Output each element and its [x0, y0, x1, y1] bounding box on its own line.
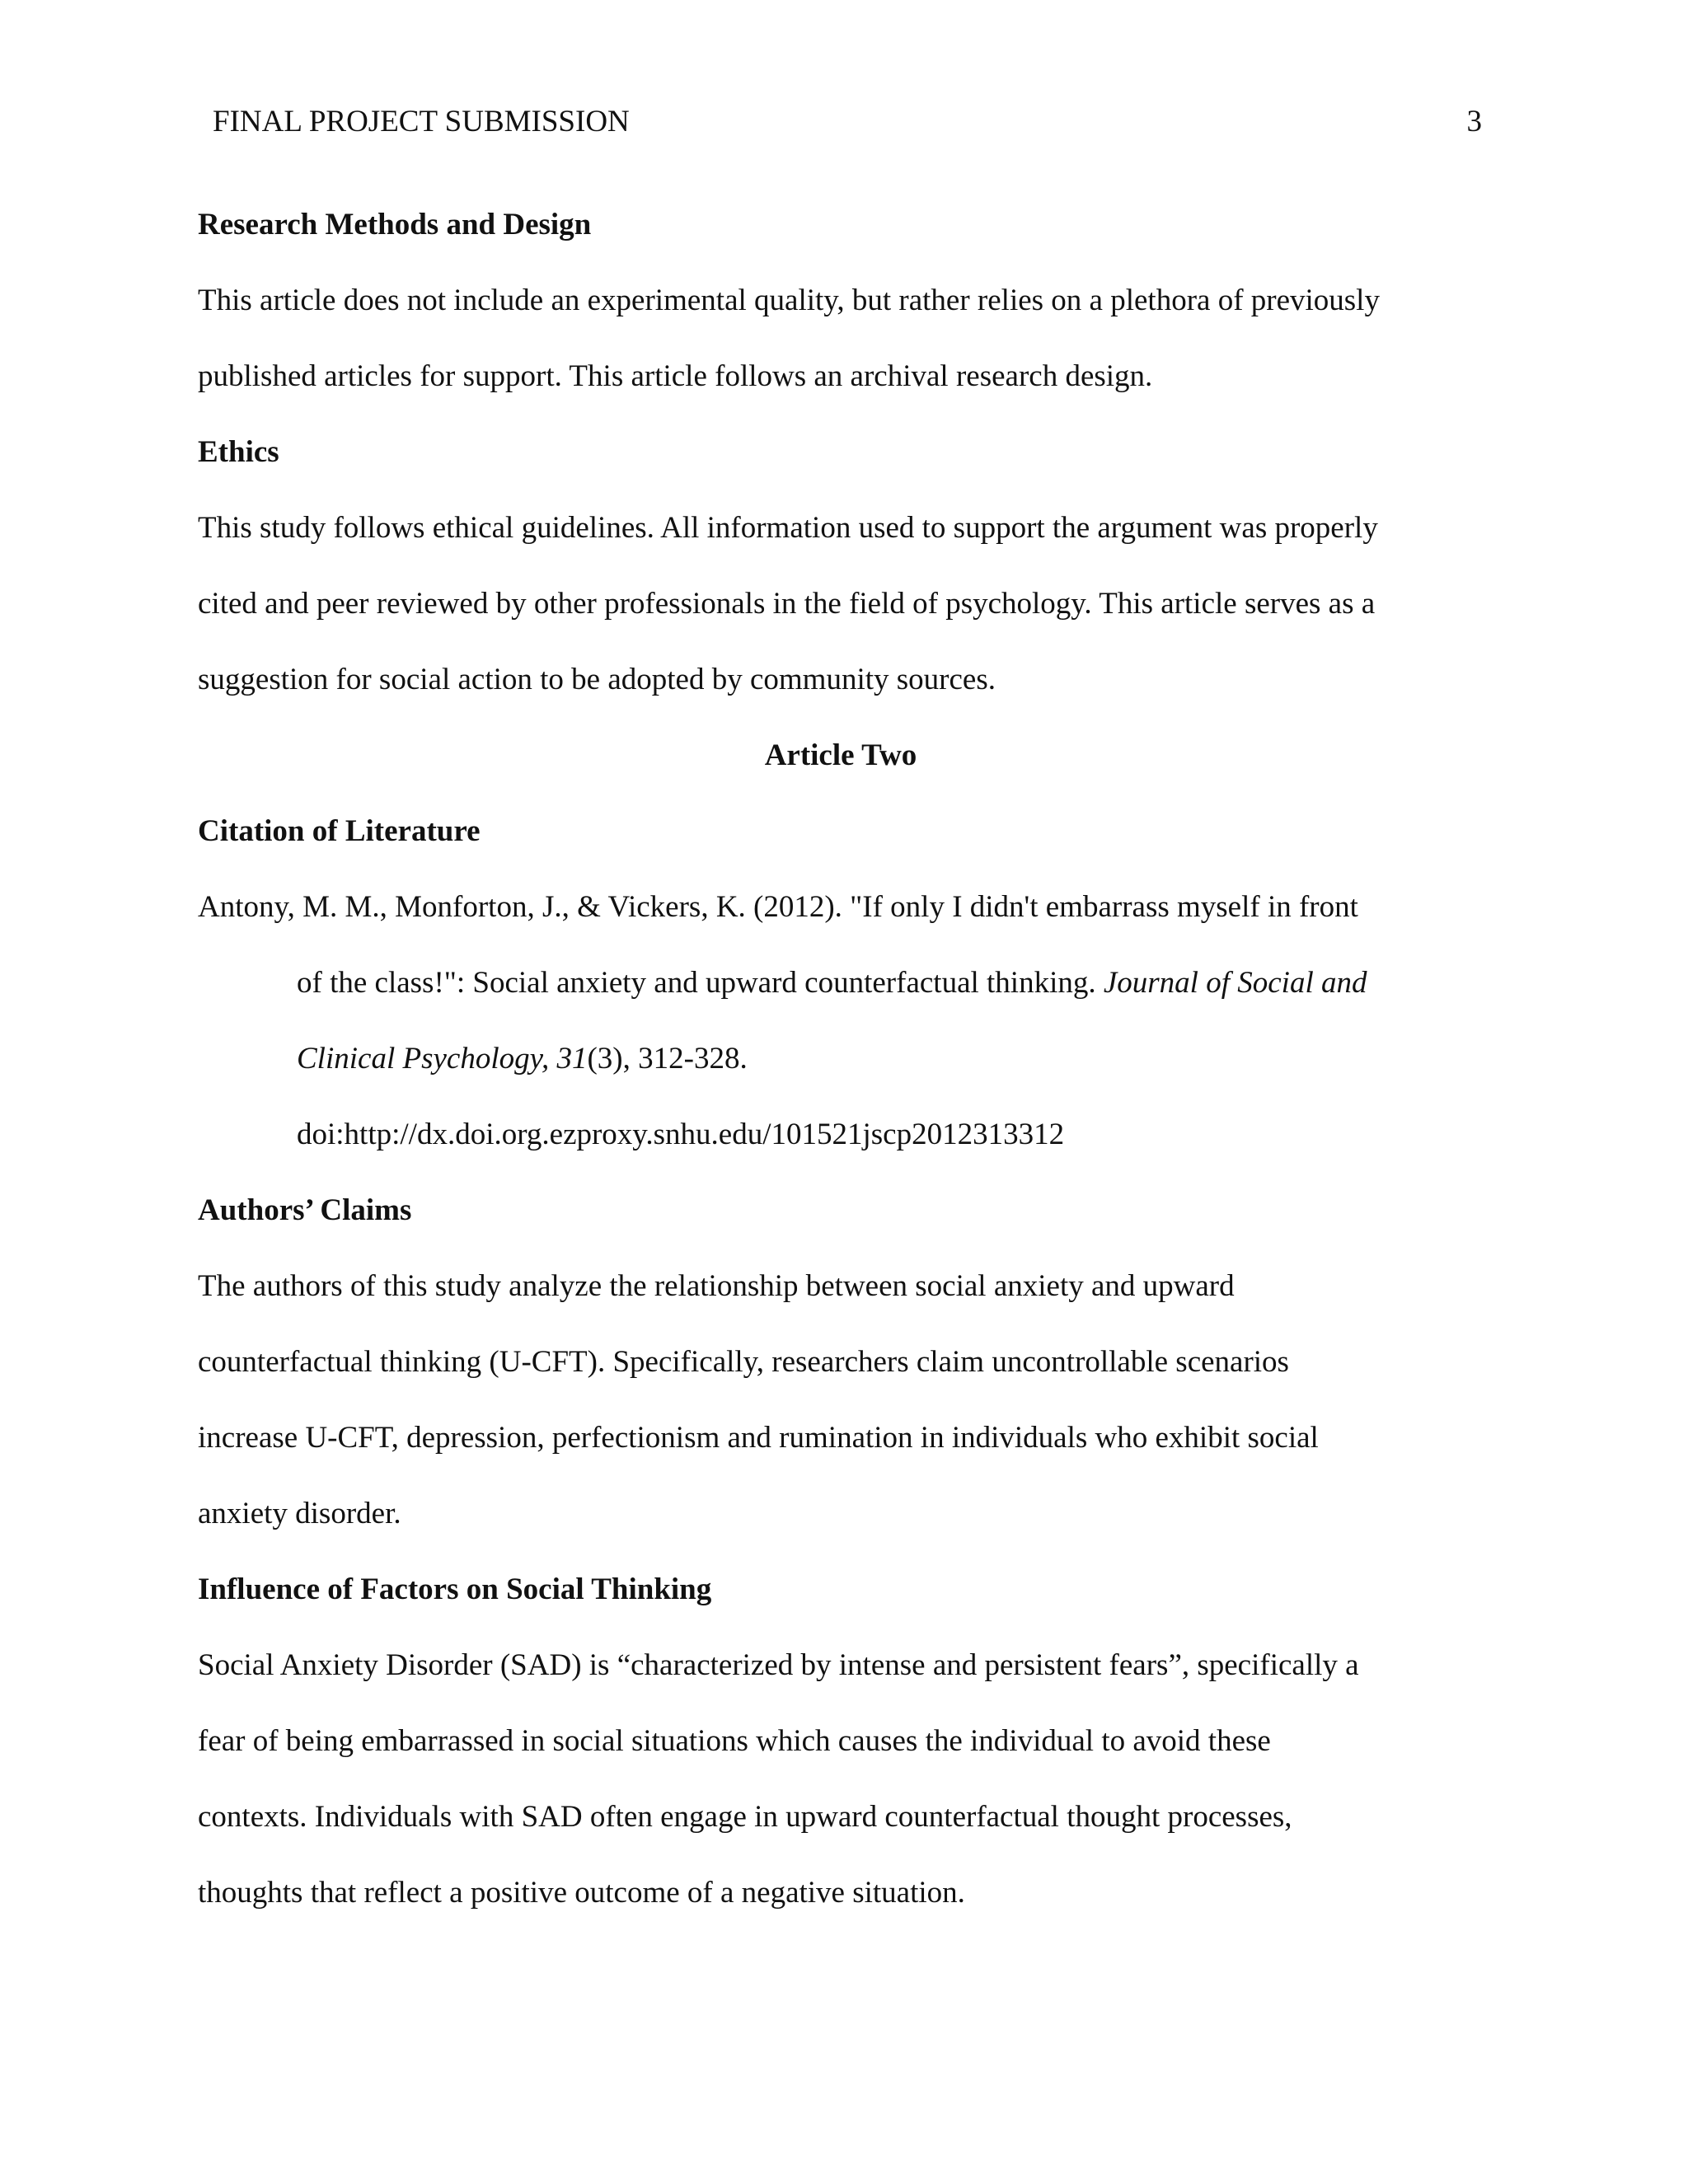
citation-reference	[198, 869, 1484, 1173]
text-line: suggestion for social action to be adopted by community sources.	[198, 663, 996, 696]
text-line: anxiety disorder.	[198, 1497, 401, 1530]
text-line: fear of being embarrassed in social situations which causes the individual to avoid these	[198, 1724, 1271, 1758]
text-line: increase U-CFT, depression, perfectionism and rumination in individuals who exhibit social	[198, 1421, 1319, 1455]
section-heading-claims: Authors’ Claims	[198, 1193, 412, 1227]
text-line: counterfactual thinking (U-CFT). Specifically, researchers claim uncontrollable scenarios	[198, 1345, 1289, 1379]
article-heading: Article Two	[764, 738, 917, 772]
text-line: This article does not include an experimental quality, but rather relies on a plethora of previously	[198, 284, 1380, 317]
citation-line	[198, 1021, 1484, 1097]
citation-issue-pages: (3), 312-328.	[587, 1042, 748, 1076]
text-line: contexts. Individuals with SAD often engage in upward counterfactual thought processes,	[198, 1800, 1292, 1834]
section-heading-methods: Research Methods and Design	[198, 208, 592, 241]
paragraph-ethics	[198, 490, 1484, 718]
paragraph-influence	[198, 1628, 1484, 1931]
citation-journal: Journal of Social and	[1103, 966, 1367, 1000]
text-line: cited and peer reviewed by other professionals in the field of psychology. This article serves as a	[198, 587, 1376, 621]
text-line: This study follows ethical guidelines. All information used to support the argument was properly	[198, 511, 1378, 545]
page-number: 3	[1466, 105, 1482, 138]
section-heading-citation: Citation of Literature	[198, 814, 481, 848]
paragraph-claims	[198, 1249, 1484, 1552]
citation-line: Antony, M. M., Monforton, J., & Vickers, K. (2012). "If only I didn't embarrass myself in front	[198, 890, 1358, 924]
section-heading-ethics: Ethics	[198, 435, 279, 469]
text-line: published articles for support. This article follows an archival research design.	[198, 359, 1153, 393]
citation-doi: doi:http://dx.doi.org.ezproxy.snhu.edu/101521jscp2012313312	[297, 1118, 1065, 1151]
text-line: thoughts that reflect a positive outcome of a negative situation.	[198, 1876, 965, 1910]
text-line: The authors of this study analyze the relationship between social anxiety and upward	[198, 1269, 1235, 1303]
citation-journal-volume: Clinical Psychology, 31	[297, 1042, 588, 1076]
text-line: Social Anxiety Disorder (SAD) is “characterized by intense and persistent fears”, specifically a	[198, 1648, 1359, 1682]
running-head: FINAL PROJECT SUBMISSION	[213, 105, 630, 138]
page-header	[213, 97, 1482, 147]
citation-title: of the class!": Social anxiety and upward counterfactual thinking.	[297, 966, 1104, 1000]
document-body	[198, 187, 1484, 1931]
section-heading-influence: Influence of Factors on Social Thinking	[198, 1572, 712, 1606]
citation-line	[198, 945, 1484, 1021]
paragraph-methods	[198, 263, 1484, 415]
